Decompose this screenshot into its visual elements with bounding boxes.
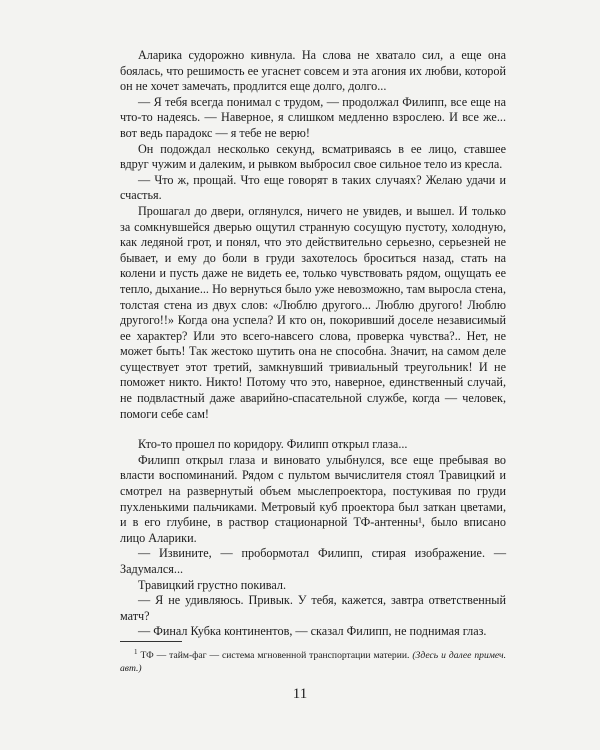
page-number: 11 [292,686,308,702]
paragraph: Кто-то прошел по коридору. Филипп открыл глаза... [138,437,408,452]
footnote-text: ТФ — тайм-фаг — система мгновенной транспортации материи. [140,650,410,662]
paragraph: Прошагал до двери, оглянулся, ничего не увидев, и вышел. И только за сомкнувшейся дверью ощутил странную сосущую пустоту, холодную, как ледяной грот, и понял, что это действительно серьезно, серьезней не бывает, и ему до боли в груди захотелось броситься назад, стать на колени и пусть даже не видеть ее, только чувствовать рядом, ощущать ее тепло, дыхание... Но вернуться было уже невозможно, там выросла стена, толстая стена из двух слов: «Люблю другого... Люблю другого! Люблю другого!!» Когда она успела? И кто он, покоривший доселе независимый ее характер? Или это всего-навсего слова, проверка чувства?.. Нет, не может быть! Так жестоко шутить она не способна. Значит, на самом деле существует этот третий, замкнувший тривиальный треугольник! И не поможет никто. Никто! Потому что это, наверное, единственный случай, не подвластный даже аварийно-спасательной службе, когда — человек, помоги себе сам! [120,203,506,421]
footnote [120,646,506,675]
paragraph: Он подождал несколько секунд, всматриваясь в ее лицо, ставшее вдруг чужим и далеким, и рывком выбросил свое сильное тело из кресла. [120,141,506,172]
footnote-marker: 1 [134,648,138,656]
paragraph: Аларика судорожно кивнула. На слова не хватало сил, а еще она боялась, что решимость ее угаснет совсем и эта агония их любви, которой он не хочет замечать, продлится еще долго, долго... [120,48,506,94]
paragraph: — Извините, — пробормотал Филипп, стирая изображение. — Задумался... [120,546,506,576]
paragraph: — Финал Кубка континентов, — сказал Филипп, не поднимая глаз. [138,624,487,639]
paragraph: Травицкий грустно покивал. [138,577,287,592]
paragraph: Филипп открыл глаза и виновато улыбнулся, все еще пребывая во власти воспоминаний. Рядом с пультом вычислителя стоял Травицкий и смотрел на развернутый объем мыслепроектора, постукивая по груди пухленькими пальчиками. Метровый куб проектора был заткан цветами, и в его глубине, в раствор стационарной ТФ-антенны¹, было вписано лицо Аларики. [120,452,506,545]
paragraph: — Я не удивляюсь. Привык. У тебя, кажется, завтра ответственный матч? [120,593,506,623]
footnote-divider [120,641,182,642]
paragraph: — Что ж, прощай. Что еще говорят в таких случаях? Желаю удачи и счастья. [120,172,506,203]
paragraph: — Я тебя всегда понимал с трудом, — продолжал Филипп, все еще на что-то надеясь. — Наверное, я слишком медленно взрослею. И все же... вот ведь парадокс — я тебе не верю! [120,94,506,140]
body-text [120,48,506,640]
section-break [120,422,506,437]
footnote-note: (Здесь и далее примеч. авт.) [120,650,506,674]
